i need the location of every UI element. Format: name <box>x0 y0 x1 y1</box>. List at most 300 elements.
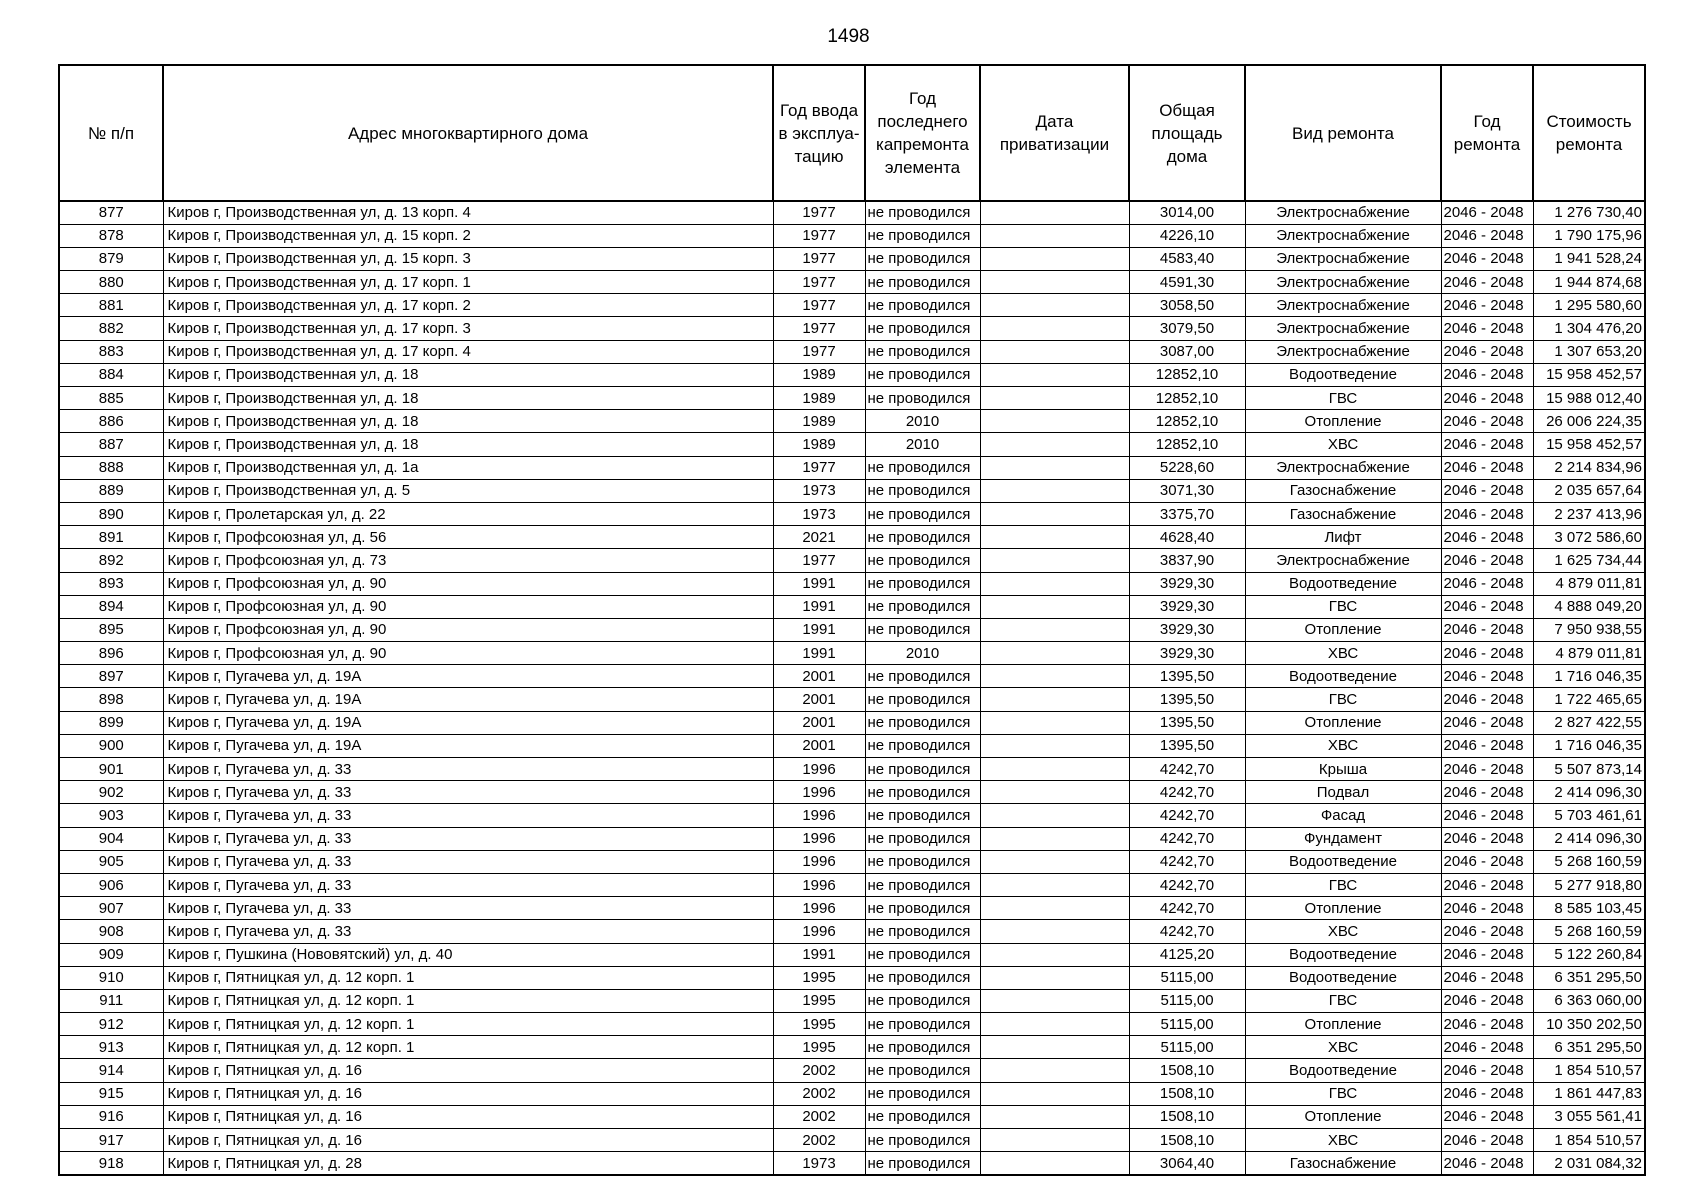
row-last-repair: не проводился <box>865 317 980 340</box>
row-repair-type: Отопление <box>1245 1105 1441 1128</box>
table-row <box>59 758 1645 781</box>
row-address: Киров г, Пугачева ул, д. 33 <box>163 920 773 943</box>
row-repair-year: 2046 - 2048 <box>1441 247 1533 270</box>
row-area: 1508,10 <box>1129 1082 1245 1105</box>
table-row <box>59 247 1645 270</box>
row-area: 12852,10 <box>1129 387 1245 410</box>
row-address: Киров г, Пятницкая ул, д. 16 <box>163 1059 773 1082</box>
row-year-built: 1977 <box>773 549 865 572</box>
row-cost: 2 827 422,55 <box>1533 711 1645 734</box>
row-repair-year: 2046 - 2048 <box>1441 271 1533 294</box>
row-year-built: 1996 <box>773 920 865 943</box>
row-cost: 1 307 653,20 <box>1533 340 1645 363</box>
row-number: 890 <box>59 502 163 525</box>
row-cost: 15 988 012,40 <box>1533 387 1645 410</box>
row-privatization <box>980 873 1129 896</box>
row-address: Киров г, Пятницкая ул, д. 16 <box>163 1105 773 1128</box>
row-number: 915 <box>59 1082 163 1105</box>
row-address: Киров г, Пугачева ул, д. 19А <box>163 665 773 688</box>
table-row <box>59 966 1645 989</box>
row-cost: 15 958 452,57 <box>1533 363 1645 386</box>
row-year-built: 2002 <box>773 1105 865 1128</box>
row-cost: 5 122 260,84 <box>1533 943 1645 966</box>
row-repair-year: 2046 - 2048 <box>1441 827 1533 850</box>
row-number: 880 <box>59 271 163 294</box>
row-area: 4242,70 <box>1129 920 1245 943</box>
row-repair-year: 2046 - 2048 <box>1441 873 1533 896</box>
table-row <box>59 294 1645 317</box>
row-cost: 5 703 461,61 <box>1533 804 1645 827</box>
row-repair-year: 2046 - 2048 <box>1441 1036 1533 1059</box>
row-number: 894 <box>59 595 163 618</box>
row-cost: 3 055 561,41 <box>1533 1105 1645 1128</box>
row-repair-type: Отопление <box>1245 410 1441 433</box>
page-number: 1498 <box>827 26 870 47</box>
row-repair-year: 2046 - 2048 <box>1441 920 1533 943</box>
row-number: 895 <box>59 618 163 641</box>
row-number: 878 <box>59 224 163 247</box>
row-last-repair: не проводился <box>865 804 980 827</box>
row-last-repair: не проводился <box>865 1105 980 1128</box>
row-last-repair: не проводился <box>865 943 980 966</box>
row-privatization <box>980 850 1129 873</box>
row-area: 1395,50 <box>1129 734 1245 757</box>
table-row <box>59 479 1645 502</box>
row-repair-type: Водоотведение <box>1245 850 1441 873</box>
row-number: 906 <box>59 873 163 896</box>
row-address: Киров г, Пугачева ул, д. 33 <box>163 781 773 804</box>
row-cost: 2 237 413,96 <box>1533 502 1645 525</box>
row-area: 3071,30 <box>1129 479 1245 502</box>
row-repair-type: Водоотведение <box>1245 943 1441 966</box>
row-last-repair: не проводился <box>865 966 980 989</box>
row-year-built: 1973 <box>773 502 865 525</box>
row-number: 892 <box>59 549 163 572</box>
row-year-built: 1991 <box>773 943 865 966</box>
row-year-built: 1991 <box>773 572 865 595</box>
row-number: 917 <box>59 1129 163 1152</box>
row-privatization <box>980 618 1129 641</box>
row-number: 907 <box>59 897 163 920</box>
row-repair-type: Отопление <box>1245 897 1441 920</box>
row-address: Киров г, Производственная ул, д. 17 корп. 3 <box>163 317 773 340</box>
row-address: Киров г, Производственная ул, д. 13 корп. 4 <box>163 201 773 224</box>
row-last-repair: не проводился <box>865 920 980 943</box>
row-area: 4242,70 <box>1129 804 1245 827</box>
row-number: 901 <box>59 758 163 781</box>
row-last-repair: не проводился <box>865 1059 980 1082</box>
table-body <box>59 201 1645 1175</box>
row-privatization <box>980 1013 1129 1036</box>
table-row <box>59 595 1645 618</box>
row-address: Киров г, Пугачева ул, д. 19А <box>163 734 773 757</box>
table-row <box>59 433 1645 456</box>
row-repair-year: 2046 - 2048 <box>1441 224 1533 247</box>
table-row <box>59 317 1645 340</box>
row-repair-type: Лифт <box>1245 526 1441 549</box>
row-year-built: 1977 <box>773 224 865 247</box>
table-row <box>59 456 1645 479</box>
row-repair-type: ГВС <box>1245 387 1441 410</box>
row-year-built: 1977 <box>773 247 865 270</box>
row-address: Киров г, Производственная ул, д. 17 корп. 1 <box>163 271 773 294</box>
row-year-built: 1995 <box>773 1013 865 1036</box>
row-area: 1508,10 <box>1129 1105 1245 1128</box>
row-cost: 3 072 586,60 <box>1533 526 1645 549</box>
row-privatization <box>980 897 1129 920</box>
row-repair-type: Электроснабжение <box>1245 340 1441 363</box>
row-number: 896 <box>59 642 163 665</box>
table-row <box>59 502 1645 525</box>
row-address: Киров г, Пугачева ул, д. 33 <box>163 850 773 873</box>
row-year-built: 2001 <box>773 688 865 711</box>
table-row <box>59 340 1645 363</box>
row-year-built: 1977 <box>773 201 865 224</box>
table-row <box>59 989 1645 1012</box>
table-row <box>59 642 1645 665</box>
row-repair-year: 2046 - 2048 <box>1441 1082 1533 1105</box>
row-last-repair: не проводился <box>865 1036 980 1059</box>
row-cost: 1 944 874,68 <box>1533 271 1645 294</box>
table-row <box>59 1013 1645 1036</box>
row-privatization <box>980 827 1129 850</box>
table-row <box>59 850 1645 873</box>
header-repair-type: Вид ремонта <box>1245 65 1441 201</box>
row-number: 908 <box>59 920 163 943</box>
row-number: 897 <box>59 665 163 688</box>
row-number: 911 <box>59 989 163 1012</box>
row-area: 5115,00 <box>1129 966 1245 989</box>
row-last-repair: не проводился <box>865 711 980 734</box>
row-area: 4242,70 <box>1129 758 1245 781</box>
row-address: Киров г, Производственная ул, д. 17 корп. 2 <box>163 294 773 317</box>
header-address: Адрес многоквартирного дома <box>163 65 773 201</box>
row-cost: 1 716 046,35 <box>1533 734 1645 757</box>
row-repair-year: 2046 - 2048 <box>1441 1059 1533 1082</box>
row-area: 3064,40 <box>1129 1152 1245 1175</box>
row-number: 884 <box>59 363 163 386</box>
header-year-built: Год ввода в эксплуа-тацию <box>773 65 865 201</box>
row-privatization <box>980 711 1129 734</box>
row-cost: 6 351 295,50 <box>1533 1036 1645 1059</box>
row-repair-type: ГВС <box>1245 989 1441 1012</box>
row-area: 1395,50 <box>1129 688 1245 711</box>
row-privatization <box>980 642 1129 665</box>
row-repair-type: ГВС <box>1245 1082 1441 1105</box>
row-last-repair: не проводился <box>865 781 980 804</box>
row-number: 916 <box>59 1105 163 1128</box>
row-area: 1395,50 <box>1129 665 1245 688</box>
row-last-repair: 2010 <box>865 433 980 456</box>
row-address: Киров г, Профсоюзная ул, д. 90 <box>163 572 773 595</box>
row-last-repair: не проводился <box>865 456 980 479</box>
row-repair-year: 2046 - 2048 <box>1441 1129 1533 1152</box>
row-repair-type: Газоснабжение <box>1245 502 1441 525</box>
row-address: Киров г, Пугачева ул, д. 19А <box>163 711 773 734</box>
row-year-built: 2001 <box>773 711 865 734</box>
table-row <box>59 827 1645 850</box>
table-row <box>59 873 1645 896</box>
row-privatization <box>980 989 1129 1012</box>
row-area: 12852,10 <box>1129 410 1245 433</box>
row-address: Киров г, Производственная ул, д. 17 корп. 4 <box>163 340 773 363</box>
row-year-built: 1996 <box>773 850 865 873</box>
row-cost: 1 854 510,57 <box>1533 1129 1645 1152</box>
row-number: 881 <box>59 294 163 317</box>
row-repair-type: Электроснабжение <box>1245 549 1441 572</box>
row-year-built: 1991 <box>773 595 865 618</box>
row-area: 5228,60 <box>1129 456 1245 479</box>
table-row <box>59 920 1645 943</box>
row-cost: 6 363 060,00 <box>1533 989 1645 1012</box>
row-cost: 1 790 175,96 <box>1533 224 1645 247</box>
row-area: 12852,10 <box>1129 433 1245 456</box>
row-area: 1508,10 <box>1129 1059 1245 1082</box>
table-row <box>59 549 1645 572</box>
row-number: 885 <box>59 387 163 410</box>
row-area: 4242,70 <box>1129 850 1245 873</box>
row-year-built: 2001 <box>773 665 865 688</box>
row-repair-year: 2046 - 2048 <box>1441 363 1533 386</box>
row-address: Киров г, Пугачева ул, д. 19А <box>163 688 773 711</box>
table-row <box>59 1036 1645 1059</box>
row-address: Киров г, Производственная ул, д. 15 корп. 3 <box>163 247 773 270</box>
header-num: № п/п <box>59 65 163 201</box>
row-cost: 2 414 096,30 <box>1533 781 1645 804</box>
row-repair-year: 2046 - 2048 <box>1441 340 1533 363</box>
row-address: Киров г, Пугачева ул, д. 33 <box>163 897 773 920</box>
row-last-repair: не проводился <box>865 1013 980 1036</box>
row-address: Киров г, Профсоюзная ул, д. 90 <box>163 618 773 641</box>
row-cost: 26 006 224,35 <box>1533 410 1645 433</box>
row-privatization <box>980 247 1129 270</box>
row-last-repair: не проводился <box>865 271 980 294</box>
row-repair-year: 2046 - 2048 <box>1441 410 1533 433</box>
row-repair-type: Крыша <box>1245 758 1441 781</box>
row-number: 888 <box>59 456 163 479</box>
row-repair-year: 2046 - 2048 <box>1441 758 1533 781</box>
row-last-repair: не проводился <box>865 572 980 595</box>
row-repair-type: Электроснабжение <box>1245 247 1441 270</box>
row-last-repair: не проводился <box>865 526 980 549</box>
row-area: 3929,30 <box>1129 572 1245 595</box>
row-repair-year: 2046 - 2048 <box>1441 317 1533 340</box>
row-year-built: 2002 <box>773 1059 865 1082</box>
row-cost: 4 888 049,20 <box>1533 595 1645 618</box>
row-address: Киров г, Производственная ул, д. 1а <box>163 456 773 479</box>
row-last-repair: не проводился <box>865 1082 980 1105</box>
row-repair-type: Водоотведение <box>1245 363 1441 386</box>
row-repair-type: Водоотведение <box>1245 1059 1441 1082</box>
row-repair-type: Электроснабжение <box>1245 456 1441 479</box>
row-repair-type: ХВС <box>1245 433 1441 456</box>
row-area: 4628,40 <box>1129 526 1245 549</box>
header-repair-year: Год ремонта <box>1441 65 1533 201</box>
row-area: 3058,50 <box>1129 294 1245 317</box>
row-number: 902 <box>59 781 163 804</box>
row-last-repair: не проводился <box>865 873 980 896</box>
table-row <box>59 1059 1645 1082</box>
row-address: Киров г, Профсоюзная ул, д. 90 <box>163 642 773 665</box>
row-repair-year: 2046 - 2048 <box>1441 595 1533 618</box>
row-year-built: 1996 <box>773 897 865 920</box>
row-area: 5115,00 <box>1129 989 1245 1012</box>
row-repair-type: Отопление <box>1245 1013 1441 1036</box>
row-year-built: 1977 <box>773 294 865 317</box>
row-cost: 2 414 096,30 <box>1533 827 1645 850</box>
row-repair-type: Электроснабжение <box>1245 317 1441 340</box>
row-number: 909 <box>59 943 163 966</box>
row-year-built: 2001 <box>773 734 865 757</box>
table-row <box>59 224 1645 247</box>
row-cost: 8 585 103,45 <box>1533 897 1645 920</box>
row-privatization <box>980 1129 1129 1152</box>
row-repair-year: 2046 - 2048 <box>1441 781 1533 804</box>
row-repair-year: 2046 - 2048 <box>1441 201 1533 224</box>
row-last-repair: не проводился <box>865 1129 980 1152</box>
table-row <box>59 897 1645 920</box>
table-row <box>59 734 1645 757</box>
row-last-repair: не проводился <box>865 688 980 711</box>
table-row <box>59 781 1645 804</box>
row-privatization <box>980 1105 1129 1128</box>
row-privatization <box>980 572 1129 595</box>
row-last-repair: не проводился <box>865 502 980 525</box>
row-address: Киров г, Пятницкая ул, д. 12 корп. 1 <box>163 966 773 989</box>
row-number: 883 <box>59 340 163 363</box>
row-privatization <box>980 387 1129 410</box>
row-number: 903 <box>59 804 163 827</box>
row-last-repair: не проводился <box>865 387 980 410</box>
row-privatization <box>980 734 1129 757</box>
row-address: Киров г, Пугачева ул, д. 33 <box>163 758 773 781</box>
row-year-built: 1996 <box>773 827 865 850</box>
row-area: 5115,00 <box>1129 1013 1245 1036</box>
row-cost: 2 214 834,96 <box>1533 456 1645 479</box>
row-address: Киров г, Производственная ул, д. 5 <box>163 479 773 502</box>
row-last-repair: не проводился <box>865 897 980 920</box>
row-privatization <box>980 758 1129 781</box>
row-repair-year: 2046 - 2048 <box>1441 688 1533 711</box>
row-address: Киров г, Профсоюзная ул, д. 56 <box>163 526 773 549</box>
table-row <box>59 943 1645 966</box>
row-address: Киров г, Профсоюзная ул, д. 90 <box>163 595 773 618</box>
table-row <box>59 688 1645 711</box>
row-year-built: 1996 <box>773 758 865 781</box>
row-address: Киров г, Пятницкая ул, д. 12 корп. 1 <box>163 1036 773 1059</box>
row-privatization <box>980 1082 1129 1105</box>
row-address: Киров г, Производственная ул, д. 15 корп. 2 <box>163 224 773 247</box>
row-cost: 1 304 476,20 <box>1533 317 1645 340</box>
row-last-repair: не проводился <box>865 340 980 363</box>
row-privatization <box>980 920 1129 943</box>
row-last-repair: не проводился <box>865 665 980 688</box>
row-address: Киров г, Пролетарская ул, д. 22 <box>163 502 773 525</box>
row-year-built: 2002 <box>773 1129 865 1152</box>
row-area: 12852,10 <box>1129 363 1245 386</box>
row-repair-type: ХВС <box>1245 734 1441 757</box>
row-repair-year: 2046 - 2048 <box>1441 1152 1533 1175</box>
row-repair-year: 2046 - 2048 <box>1441 1013 1533 1036</box>
row-repair-year: 2046 - 2048 <box>1441 989 1533 1012</box>
row-year-built: 1973 <box>773 479 865 502</box>
row-repair-type: Фундамент <box>1245 827 1441 850</box>
row-year-built: 1996 <box>773 781 865 804</box>
table-row <box>59 804 1645 827</box>
row-number: 914 <box>59 1059 163 1082</box>
row-repair-type: Отопление <box>1245 711 1441 734</box>
table-row <box>59 387 1645 410</box>
row-privatization <box>980 966 1129 989</box>
row-cost: 1 716 046,35 <box>1533 665 1645 688</box>
row-area: 5115,00 <box>1129 1036 1245 1059</box>
row-cost: 5 268 160,59 <box>1533 920 1645 943</box>
row-area: 3837,90 <box>1129 549 1245 572</box>
row-cost: 4 879 011,81 <box>1533 642 1645 665</box>
row-address: Киров г, Производственная ул, д. 18 <box>163 387 773 410</box>
header-privatization: Дата приватизации <box>980 65 1129 201</box>
row-address: Киров г, Пятницкая ул, д. 28 <box>163 1152 773 1175</box>
row-address: Киров г, Пушкина (Нововятский) ул, д. 40 <box>163 943 773 966</box>
row-privatization <box>980 804 1129 827</box>
row-repair-type: Газоснабжение <box>1245 479 1441 502</box>
row-privatization <box>980 781 1129 804</box>
row-repair-year: 2046 - 2048 <box>1441 433 1533 456</box>
row-repair-year: 2046 - 2048 <box>1441 618 1533 641</box>
row-privatization <box>980 433 1129 456</box>
row-number: 905 <box>59 850 163 873</box>
row-address: Киров г, Производственная ул, д. 18 <box>163 433 773 456</box>
row-cost: 1 295 580,60 <box>1533 294 1645 317</box>
header-last-repair: Год последнего капремонта элемента <box>865 65 980 201</box>
row-repair-type: Электроснабжение <box>1245 271 1441 294</box>
table-row <box>59 271 1645 294</box>
row-cost: 15 958 452,57 <box>1533 433 1645 456</box>
row-number: 918 <box>59 1152 163 1175</box>
row-last-repair: не проводился <box>865 618 980 641</box>
row-cost: 5 268 160,59 <box>1533 850 1645 873</box>
row-repair-year: 2046 - 2048 <box>1441 943 1533 966</box>
row-last-repair: не проводился <box>865 850 980 873</box>
row-year-built: 1996 <box>773 873 865 896</box>
row-last-repair: не проводился <box>865 549 980 572</box>
row-cost: 7 950 938,55 <box>1533 618 1645 641</box>
row-privatization <box>980 317 1129 340</box>
row-privatization <box>980 410 1129 433</box>
row-area: 3014,00 <box>1129 201 1245 224</box>
row-cost: 1 625 734,44 <box>1533 549 1645 572</box>
row-repair-year: 2046 - 2048 <box>1441 897 1533 920</box>
row-last-repair: не проводился <box>865 247 980 270</box>
row-area: 3079,50 <box>1129 317 1245 340</box>
row-address: Киров г, Пугачева ул, д. 33 <box>163 827 773 850</box>
row-number: 910 <box>59 966 163 989</box>
row-year-built: 1991 <box>773 618 865 641</box>
row-year-built: 1995 <box>773 989 865 1012</box>
row-repair-type: Водоотведение <box>1245 966 1441 989</box>
table-row <box>59 1152 1645 1175</box>
row-repair-type: ГВС <box>1245 688 1441 711</box>
row-address: Киров г, Пятницкая ул, д. 12 корп. 1 <box>163 1013 773 1036</box>
row-year-built: 1977 <box>773 271 865 294</box>
row-year-built: 1989 <box>773 410 865 433</box>
row-repair-year: 2046 - 2048 <box>1441 665 1533 688</box>
row-address: Киров г, Пугачева ул, д. 33 <box>163 804 773 827</box>
row-privatization <box>980 526 1129 549</box>
table-row <box>59 363 1645 386</box>
row-year-built: 1989 <box>773 433 865 456</box>
row-cost: 4 879 011,81 <box>1533 572 1645 595</box>
